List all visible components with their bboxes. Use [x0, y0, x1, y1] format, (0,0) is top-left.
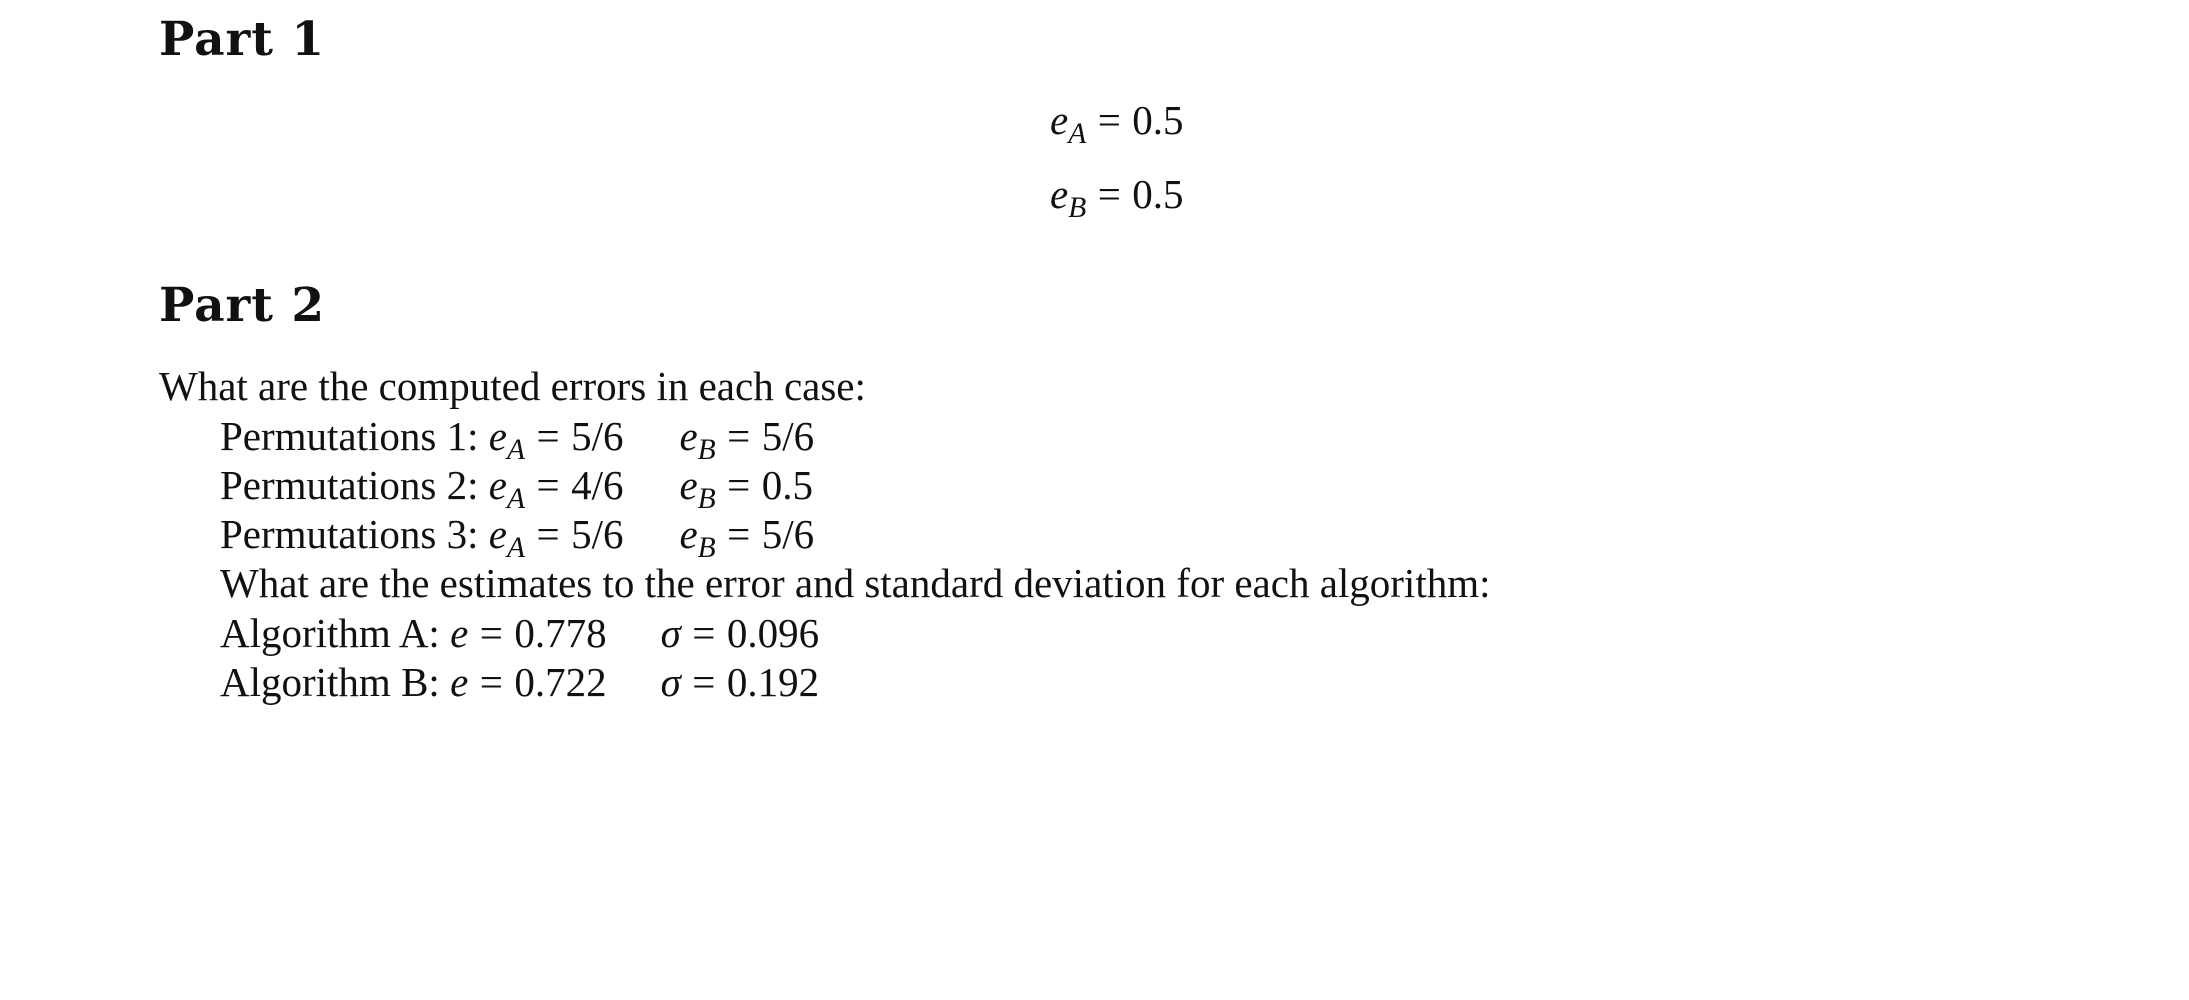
equation-error-b	[1050, 171, 1184, 224]
permutation-error-b: 5/6	[761, 413, 815, 459]
equation-value: 0.5	[1132, 97, 1184, 143]
equation-subscript: A	[1068, 117, 1087, 150]
equation-value: 0.5	[1132, 171, 1184, 217]
permutation-error-a: 5/6	[571, 413, 624, 459]
permutation-error-a: 5/6	[571, 511, 624, 557]
equals-sign: =	[1097, 171, 1121, 217]
algorithm-std-dev: 0.192	[726, 659, 820, 705]
algorithm-row: Algorithm B: e = 0.722 σ = 0.192	[220, 659, 820, 705]
algorithm-error-estimate: 0.778	[514, 610, 607, 656]
permutation-row: Permutations 2: $e_A = 4/6$ $e_B = 0.5$	[220, 462, 814, 515]
permutation-error-a: 4/6	[571, 462, 624, 508]
permutation-row: Permutations 3: $e_A = 5/6$ $e_B = 5/6$	[220, 511, 815, 564]
equation-variable: e	[1050, 97, 1069, 143]
permutation-label: Permutations 2:	[220, 462, 479, 508]
part-1-heading: Part 1	[159, 12, 326, 67]
algorithm-label: Algorithm B:	[220, 659, 440, 705]
permutation-label: Permutations 3:	[220, 511, 479, 557]
equation-subscript: B	[1068, 191, 1087, 224]
equation-error-a	[1050, 97, 1184, 150]
permutation-row: Permutations 1: $e_A = 5/6$ $e_B = 5/6$	[220, 413, 815, 466]
permutation-label: Permutations 1:	[220, 413, 479, 459]
question-computed-errors: What are the computed errors in each case:	[159, 363, 866, 409]
algorithm-std-dev: 0.096	[726, 610, 820, 656]
equals-sign: =	[1097, 97, 1121, 143]
algorithm-row: Algorithm A: e = 0.778 σ = 0.096	[220, 610, 820, 656]
part-2-heading: Part 2	[159, 278, 326, 333]
question-estimates: What are the estimates to the error and standard deviation for each algorithm:	[220, 560, 1491, 606]
permutation-error-b: 0.5	[761, 462, 814, 508]
permutation-error-b: 5/6	[761, 511, 815, 557]
equation-variable: e	[1050, 171, 1069, 217]
algorithm-error-estimate: 0.722	[514, 659, 607, 705]
algorithm-label: Algorithm A:	[220, 610, 440, 656]
